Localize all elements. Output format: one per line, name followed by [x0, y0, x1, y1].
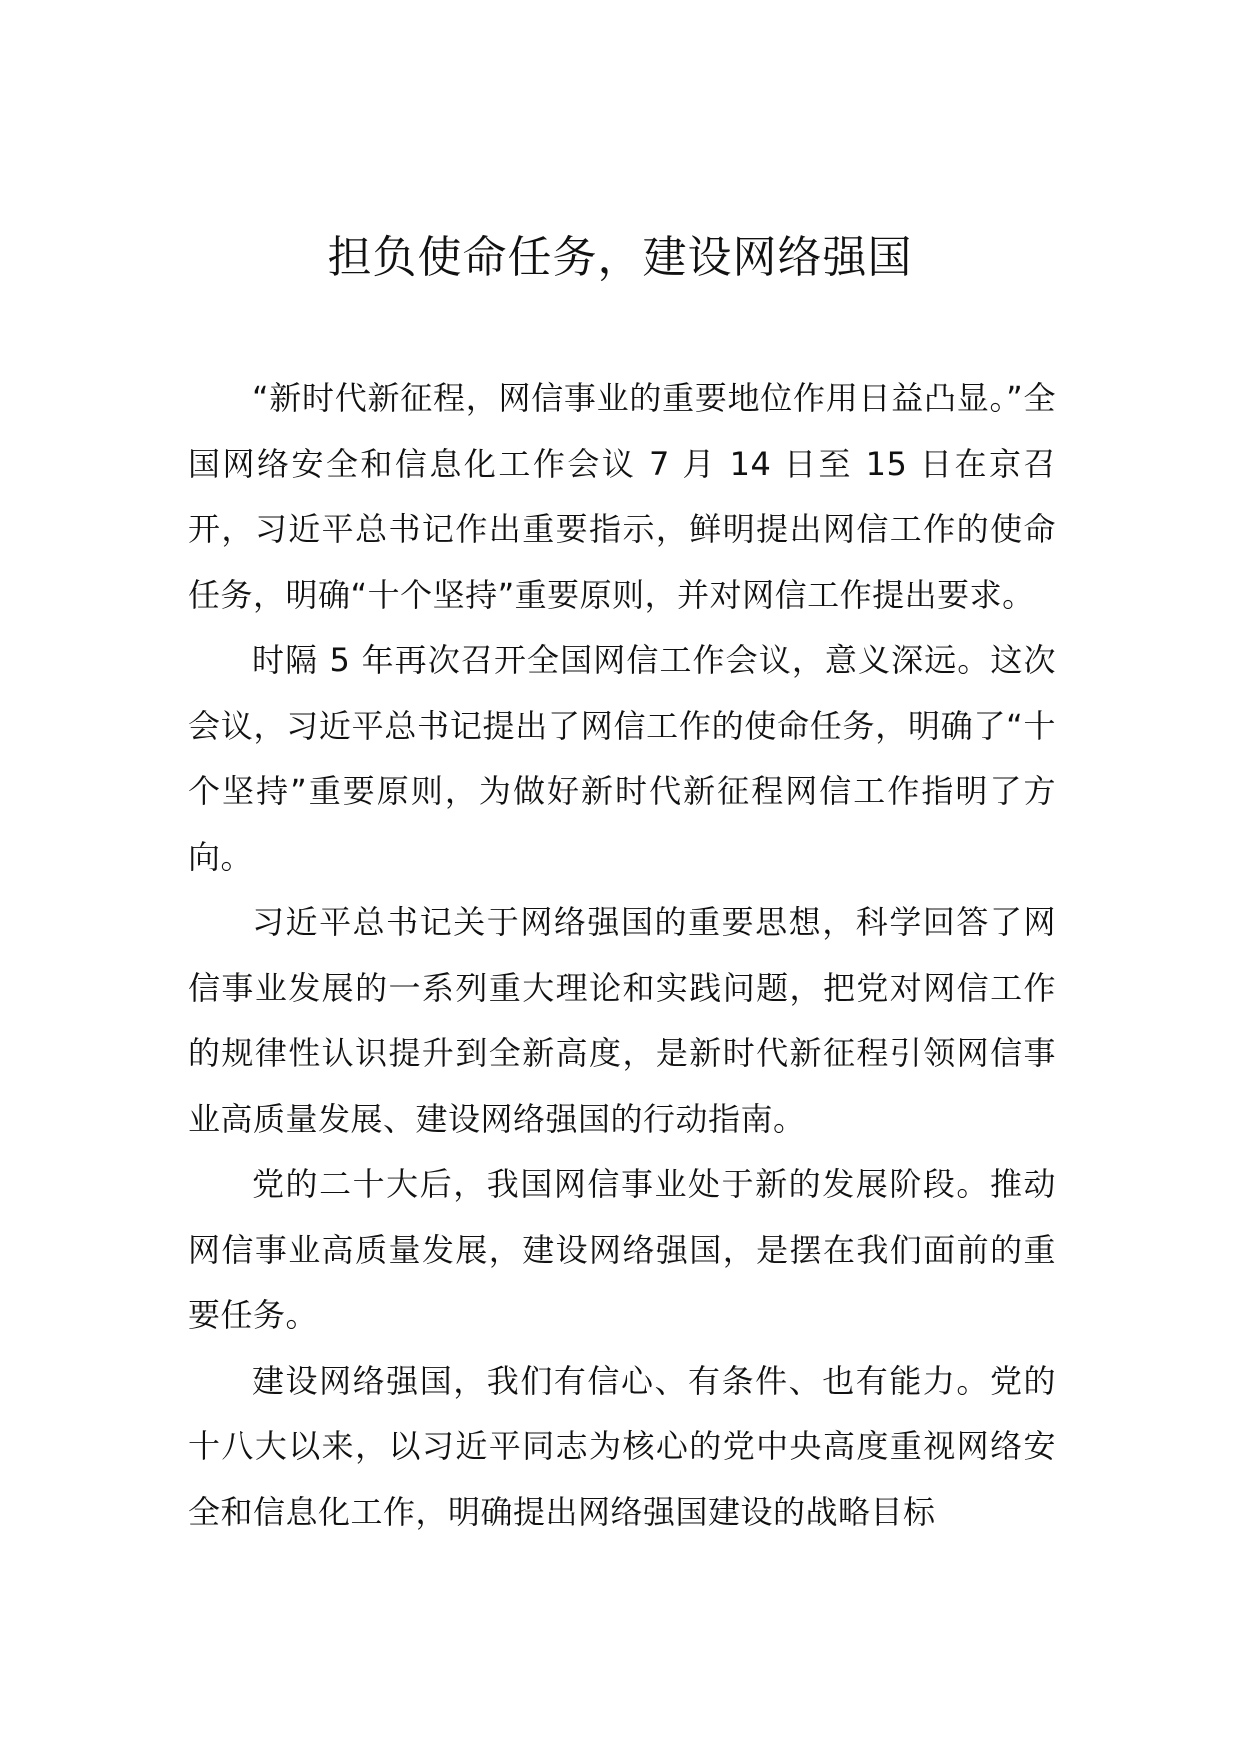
paragraph-1: “新时代新征程，网信事业的重要地位作用日益凸显。”全国网络安全和信息化工作会议 7 月 14 日至 15 日在京召开，习近平总书记作出重要指示，鲜明提出网信工作的使命任务，明确“十个坚持”重要原则，并对网信工作提出要求。: [188, 379, 1056, 614]
paragraph-3: 习近平总书记关于网络强国的重要思想，科学回答了网信事业发展的一系列重大理论和实践问题，把党对网信工作的规律性认识提升到全新高度，是新时代新征程引领网信事业高质量发展、建设网络强国的行动指南。: [188, 903, 1056, 1138]
paragraph-5: 建设网络强国，我们有信心、有条件、也有能力。党的十八大以来，以习近平同志为核心的党中央高度重视网络安全和信息化工作，明确提出网络强国建设的战略目标: [188, 1361, 1056, 1531]
paragraph-4: 党的二十大后，我国网信事业处于新的发展阶段。推动网信事业高质量发展，建设网络强国，是摆在我们面前的重要任务。: [188, 1165, 1056, 1334]
paragraph-2: 时隔 5 年再次召开全国网信工作会议，意义深远。这次会议，习近平总书记提出了网信工作的使命任务，明确了“十个坚持”重要原则，为做好新时代新征程网信工作指明了方向。: [188, 641, 1056, 876]
document-body: [188, 366, 1056, 1545]
document-title: 担负使命任务，建设网络强国: [327, 232, 913, 283]
